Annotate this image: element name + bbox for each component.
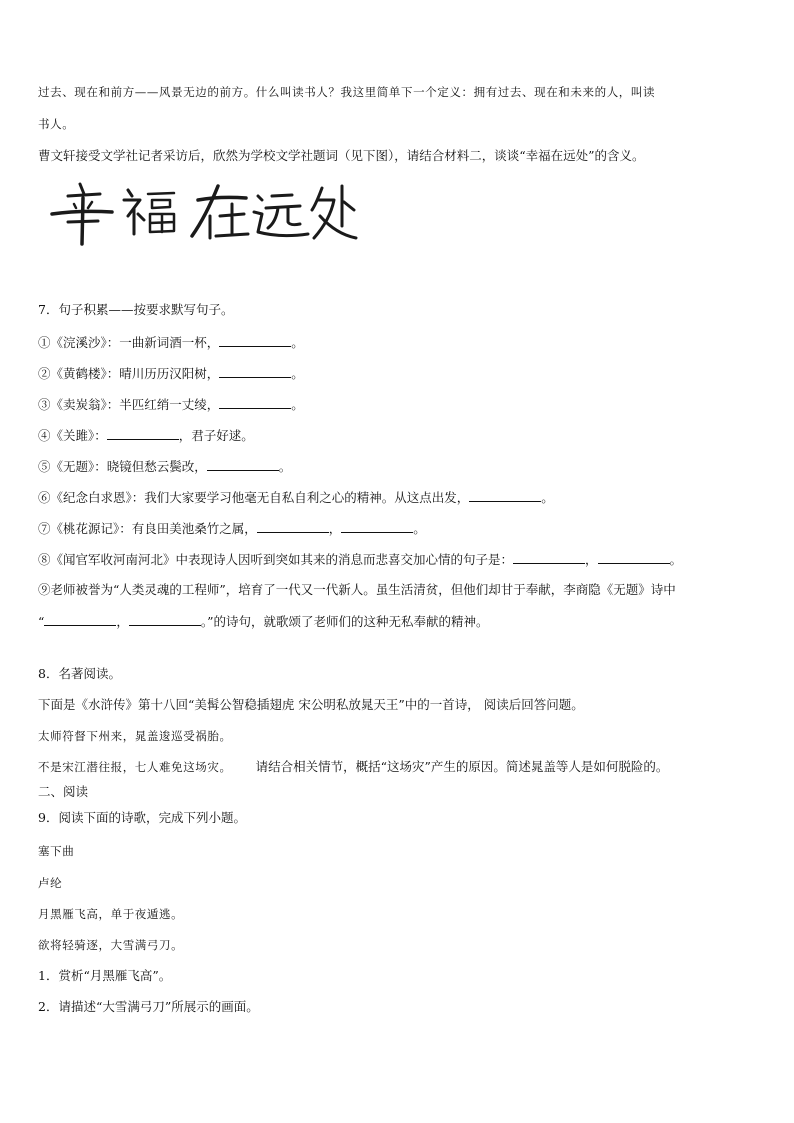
q9-poem-title: 塞下曲 (38, 844, 75, 858)
q7-item-3: ③《卖炭翁》：半匹红绡一丈绫， 。 (38, 397, 304, 412)
q9-poem-author: 卢纶 (38, 876, 63, 890)
q8-title: 8．名著阅读。 (38, 666, 121, 681)
q7-item-5: ⑤《无题》：晓镜但愁云鬓改， 。 (38, 459, 292, 474)
q6-prompt: 曹文轩接受文学社记者采访后，欣然为学校文学社题词（见下图），请结合材料二，谈谈“幸福在远处”的含义。 (38, 148, 645, 163)
q7-title: 7．句子积累——按要求默写句子。 (38, 302, 234, 317)
q9-title: 9．阅读下面的诗歌，完成下列小题。 (38, 810, 246, 825)
q7-item-1: ①《浣溪沙》：一曲新词酒一杯， 。 (38, 335, 304, 350)
q7-item-8: ⑧《闻官军收河南河北》中表现诗人因听到突如其来的消息而悲喜交加心情的句子是： ， 。 (38, 552, 683, 567)
intro-line-2: 书人。 (38, 117, 75, 131)
q8-intro: 下面是《水浒传》第十八回“美髯公智稳插翅虎 宋公明私放晁天王”中的一首诗， 阅读后回答问题。 (38, 697, 584, 712)
calligraphy-image (50, 176, 360, 248)
q7-item-9-line-2: “ ， 。”的诗句，就歌颂了老师们的这种无私奉献的精神。 (38, 614, 489, 629)
intro-line-1: 过去、现在和前方——风景无边的前方。什么叫读书人？我这里简单下一个定义：拥有过去、现在和未来的人，叫读 (38, 85, 656, 99)
q7-item-9-line-1: ⑨老师被誉为“人类灵魂的工程师”，培育了一代又一代新人。虽生活清贫，但他们却甘于奉献，李商隐《无题》诗中 (38, 582, 676, 597)
q8-poem-line-2-and-question: 不是宋江潜往报，七人难免这场灾。 请结合相关情节，概括“这场灾”产生的原因。简述晁盖等人是如何脱险的。 (38, 759, 669, 774)
q7-item-7: ⑦《桃花源记》：有良田美池桑竹之属， ， 。 (38, 521, 426, 536)
q9-subquestion-2: 2．请描述“大雪满弓刀”所展示的画面。 (38, 999, 259, 1014)
q9-poem-line-2: 欲将轻骑逐，大雪满弓刀。 (38, 938, 184, 952)
q7-item-4: ④《关雎》： ，君子好逑。 (38, 428, 254, 443)
q9-poem-line-1: 月黑雁飞高，单于夜遁逃。 (38, 907, 184, 921)
q7-item-2: ②《黄鹤楼》：晴川历历汉阳树， 。 (38, 366, 304, 381)
q9-subquestion-1: 1．赏析“月黑雁飞高”。 (38, 968, 172, 983)
q8-poem-line-1: 太师符督下州来，晁盖逡巡受祸胎。 (38, 729, 232, 743)
section-heading: 二、阅读 (38, 784, 89, 799)
q7-item-6: ⑥《纪念白求恩》：我们大家要学习他毫无自私自利之心的精神。从这点出发， 。 (38, 490, 554, 505)
